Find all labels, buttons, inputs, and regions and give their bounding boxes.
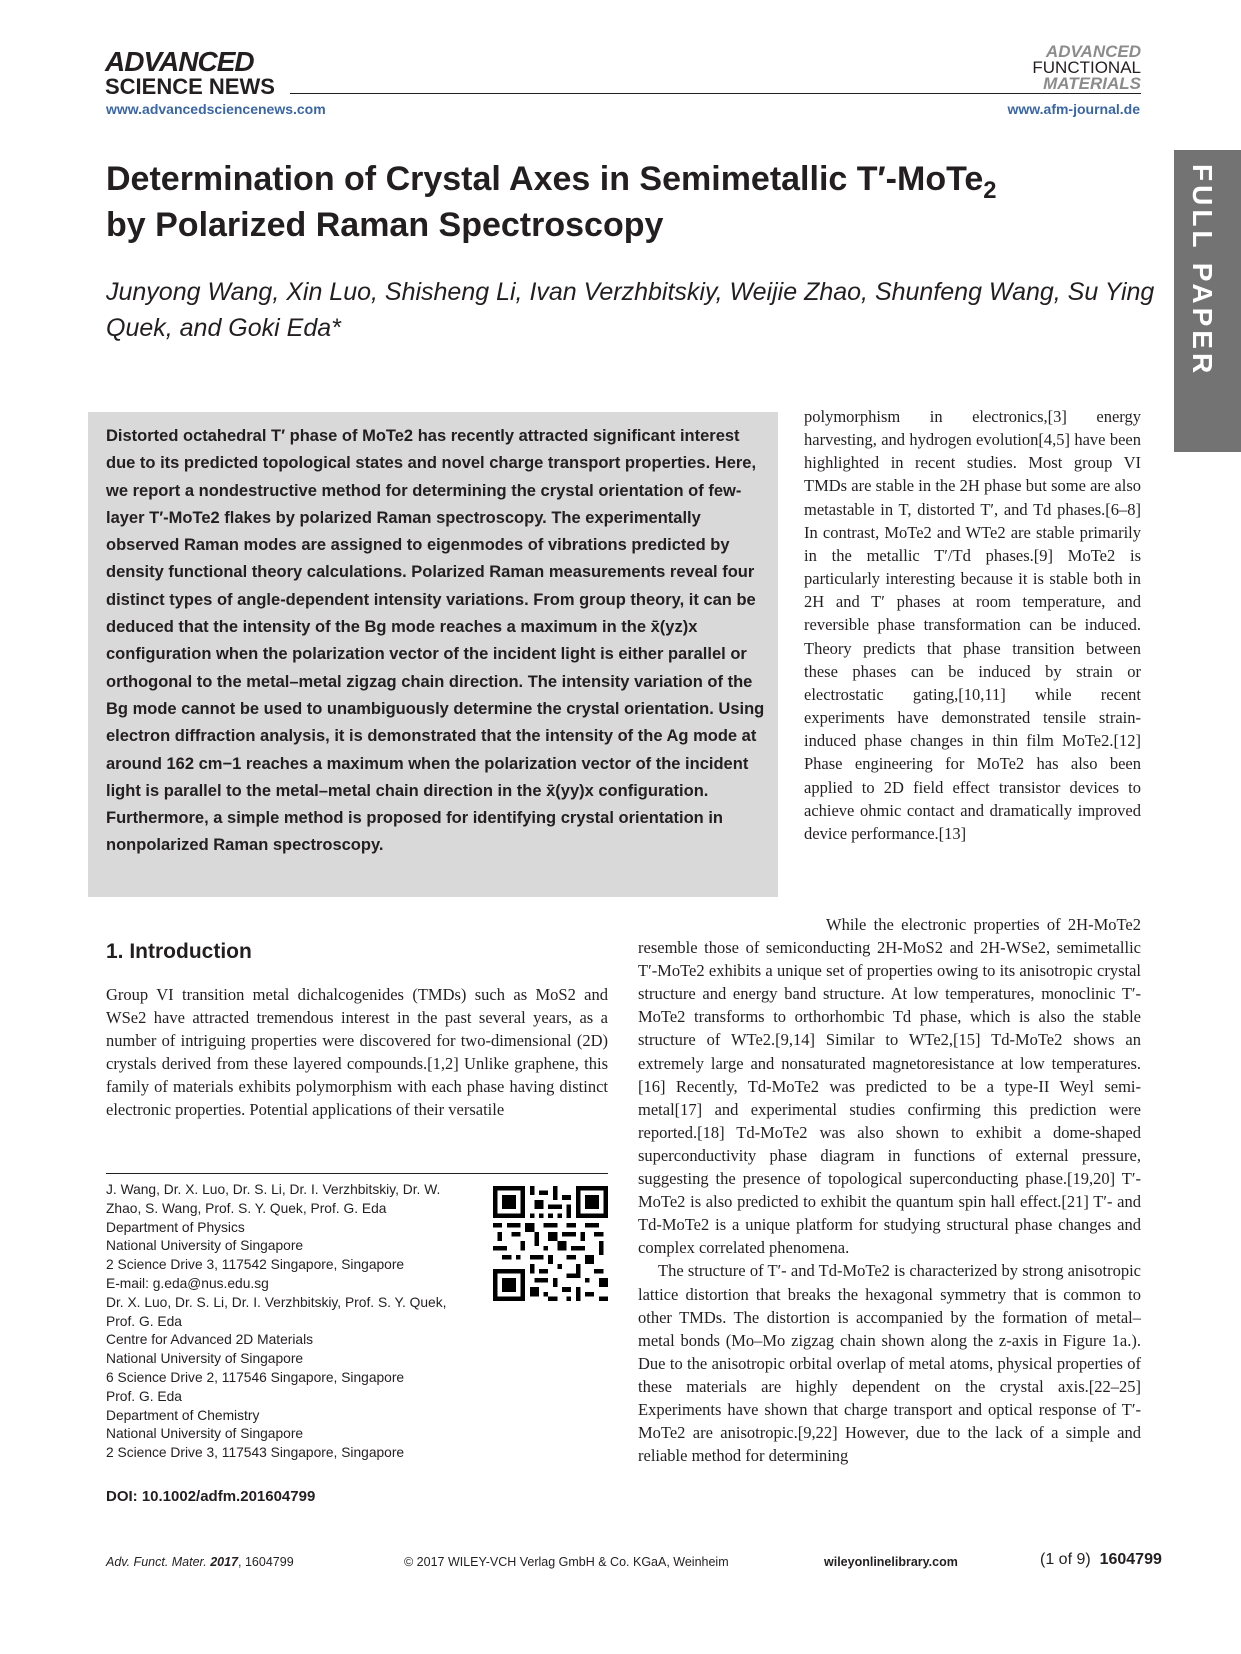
doi-link[interactable]: DOI: 10.1002/adfm.201604799 — [106, 1488, 316, 1505]
affiliation-line: 2 Science Drive 3, 117542 Singapore, Singapore — [106, 1257, 405, 1273]
intro-right-column-top: polymorphism in electronics,[3] energy harvesting, and hydrogen evolution[4,5] have been highlighted in recent studies. Most group VI TMDs are stable in the 2H phase but some are also metastable in T, distorted T′, and Td phases.[6–8] In contrast, MoTe2 and WTe2 are stable primarily in the metallic T′/Td phases.[9] MoTe2 is particularly interesting because it is stable both in 2H and T′ phases at room temperature, and reversible phase transformation can be induced. Theory predicts that phase transition between these phases can be induced by strain or electrostatic gating,[10,11] while recent experiments have demonstrated tensile strain-induced phase changes in thin film MoTe2.[12] Phase engineering for MoTe2 has also been applied to 2D field effect transistor devices to achieve ohmic contact and dramatically improved device performance.[13] — [804, 407, 1141, 843]
full-paper-tab — [1174, 150, 1241, 452]
intro-paragraph-3: The structure of T′- and Td-MoTe2 is characterized by strong anisotropic lattice distortion that breaks the hexagonal symmetry that is common to other TMDs. The distortion is accompanied by the formation of metal–metal bonds (Mo–Mo zigzag chain shown along the z-axis in Figure 1a.). Due to the anisotropic orbital overlap of metal atoms, physical properties of these materials are highly dependent on the crystal axis.[22–25] Experiments have shown that charge transport and optical response of T′-MoTe2 are anisotropic.[9,22] However, due to the lack of a simple and reliable method for determining — [638, 1261, 1141, 1466]
footer-year: 2017 — [210, 1555, 239, 1569]
affiliation-line: Department of Physics — [106, 1219, 245, 1235]
afm-journal-link[interactable]: www.afm-journal.de — [1007, 101, 1140, 117]
affiliation-line: 2 Science Drive 3, 117543 Singapore, Singapore — [106, 1445, 405, 1461]
affiliation-line: J. Wang, Dr. X. Luo, Dr. S. Li, Dr. I. Verzhbitskiy, Dr. W. Zhao, S. Wang, Prof. S. Y. Quek, Prof. G. Eda — [106, 1182, 441, 1216]
affiliation-line: National University of Singapore — [106, 1238, 304, 1254]
intro-right-column-bottom — [638, 913, 1141, 1467]
section-heading-introduction: 1. Introduction — [106, 940, 252, 963]
affiliation-line: Prof. G. Eda — [106, 1388, 182, 1404]
intro-left-column: Group VI transition metal dichalcogenides (TMDs) such as MoS2 and WSe2 have attracted tremendous interest in the past several years, as a number of intriguing properties were discovered for two-dimensional (2D) crystals derived from these layered compounds.[1,2] Unlike graphene, this family of materials exhibits polymorphism with each phase having distinct electronic properties. Potential applications of their versatile — [106, 985, 608, 1120]
footer-site-link[interactable]: wileyonlinelibrary.com — [824, 1555, 958, 1569]
article-title — [106, 156, 1156, 248]
qr-code-icon[interactable] — [493, 1186, 608, 1301]
affiliation-line: Centre for Advanced 2D Materials — [106, 1332, 314, 1348]
afm-logo-line-1: ADVANCED — [1045, 42, 1141, 61]
header-rule — [290, 93, 1141, 94]
affiliation-line: Dr. X. Luo, Dr. S. Li, Dr. I. Verzhbitskiy, Prof. S. Y. Quek, Prof. G. Eda — [106, 1294, 447, 1329]
afm-logo-line-3: MATERIALS — [1043, 74, 1141, 93]
journal-logo-advanced-science-news — [105, 48, 275, 98]
footer-pages: (1 of 9) — [1040, 1551, 1091, 1568]
title-line-1: Determination of Crystal Axes in Semimetallic T′-MoTe — [106, 160, 984, 198]
intro-paragraph-2: While the electronic properties of 2H-MoTe2 resemble those of semiconducting 2H-MoS2 and 2H-WSe2, semimetallic T′-MoTe2 exhibits a unique set of properties owing to its anisotropic crystal structure and energy band structure. At low temperatures, monoclinic T′-MoTe2 transforms to orthorhombic Td phase, which is also the stable structure of WTe2.[9,14] Similar to WTe2,[15] Td-MoTe2 shows an extremely large and nonsaturated magnetoresistance at low temperatures.[16] Recently, Td-MoTe2 was predicted to be a type-II Weyl semi-metal[17] and experimental studies confirming this prediction were reported.[18] Td-MoTe2 was also shown to exhibit a dome-shaped superconductivity phase diagram in functions of external pressure, suggesting the presence of topological superconducting phase.[19,20] T′-MoTe2 is also predicted to exhibit the quantum spin hall effect.[21] T′- and Td-MoTe2 is a unique platform for studying structural phase changes and complex correlated phenomena. — [638, 915, 1141, 1258]
affiliation-line: National University of Singapore — [106, 1351, 304, 1367]
affiliations — [106, 1181, 476, 1463]
affiliation-line: Department of Chemistry — [106, 1407, 260, 1423]
affiliation-line: 6 Science Drive 2, 117546 Singapore, Singapore — [106, 1369, 405, 1385]
footer-journal: Adv. Funct. Mater. — [106, 1555, 207, 1569]
footer-copyright: © 2017 WILEY-VCH Verlag GmbH & Co. KGaA, Weinheim — [404, 1555, 729, 1569]
afm-logo-line-2: FUNCTIONAL — [1032, 58, 1141, 77]
logo-line-2: SCIENCE NEWS — [105, 74, 275, 99]
journal-logo-afm — [1032, 44, 1141, 92]
author-list: Junyong Wang, Xin Luo, Shisheng Li, Ivan Verzhbitskiy, Weijie Zhao, Shunfeng Wang, Su Ying Quek, and Goki Eda* — [106, 278, 1155, 342]
affiliation-rule — [106, 1173, 608, 1174]
advancedsciencenews-link[interactable]: www.advancedsciencenews.com — [106, 101, 326, 117]
abstract-text: Distorted octahedral T′ phase of MoTe2 has recently attracted significant interest due to its predicted topological states and novel charge transport properties. Here, we report a nondestructive method for determining the crystal orientation of few-layer T′-MoTe2 flakes by polarized Raman spectroscopy. The experimentally observed Raman modes are assigned to eigenmodes of vibrations predicted by density functional theory calculations. Polarized Raman measurements reveal four distinct types of angle-dependent intensity variations. From group theory, it can be deduced that the intensity of the Bg mode reaches a maximum in the x̄(yz)x configuration when the polarization vector of the incident light is either parallel or orthogonal to the metal–metal zigzag chain direction. The intensity variation of the Bg mode cannot be used to unambiguously determine the crystal orientation. Using electron diffraction analysis, it is demonstrated that the intensity of the Ag mode at around 162 cm−1 reaches a maximum when the polarization vector of the incident light is parallel to the metal–metal chain direction in the x̄(yy)x configuration. Furthermore, a simple method is proposed for identifying crystal orientation in nonpolarized Raman spectroscopy. — [106, 427, 765, 855]
affiliation-line: National University of Singapore — [106, 1426, 304, 1442]
title-subscript: 2 — [983, 176, 997, 204]
footer-article: , 1604799 — [238, 1555, 294, 1569]
footer-citation — [106, 1555, 294, 1569]
email-link[interactable]: E-mail: g.eda@nus.edu.sg — [106, 1275, 269, 1291]
footer-article-number: 1604799 — [1099, 1551, 1162, 1568]
logo-line-1: ADVANCED — [105, 46, 254, 77]
title-line-2: by Polarized Raman Spectroscopy — [106, 206, 664, 244]
footer-page-number — [1040, 1551, 1162, 1569]
full-paper-label: FULL PAPER — [1187, 164, 1218, 378]
